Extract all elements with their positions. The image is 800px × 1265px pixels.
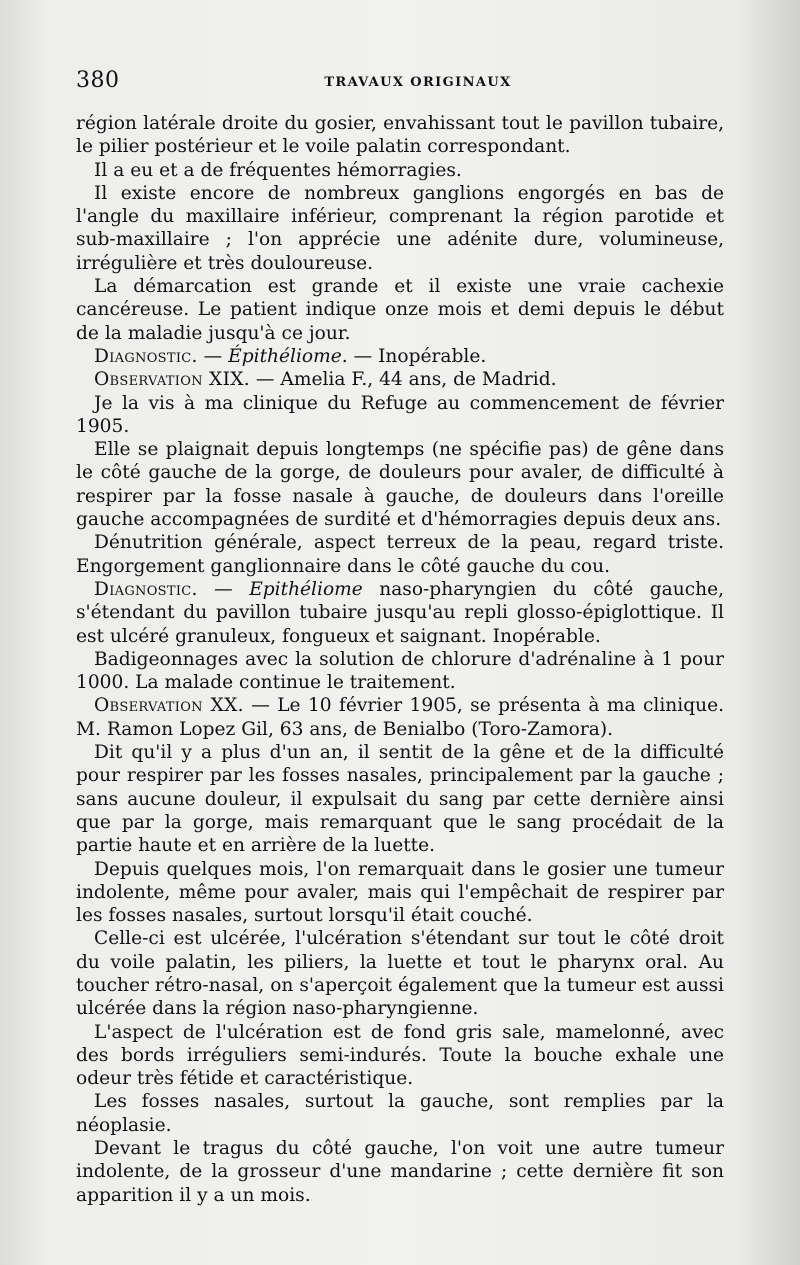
observation-heading [76,694,724,741]
running-title: TRAVAUX ORIGINAUX [324,75,512,90]
diagnostic-label: Diagnostic. [94,578,198,600]
diagnostic-label: Diagnostic. [94,345,198,367]
paragraph: Il a eu et a de fréquentes hémorragies. [94,159,462,181]
paragraph: Il existe encore de nombreux ganglions engorgés en bas de l'angle du maxillaire inférieur, comprenant la région parotide et sub-maxillaire ; l'on apprécie une adénite dure, volumineuse, irrégulière et très douloureuse. [76,182,724,274]
diagnosis-rest: — Inopérable. [347,345,487,367]
page-number: 380 [76,68,120,93]
paragraph: région latérale droite du gosier, envahissant tout le pavillon tubaire, le pilier postérieur et le voile palatin correspondant. [76,113,724,158]
paragraph: Dit qu'il y a plus d'un an, il sentit de la gêne et de la difficulté pour respirer par les fosses nasales, principalement par la gauche ; sans aucune douleur, il expulsait du sang par cette dernière ainsi que par la gorge, mais remarquant que le sang procédait de la partie haute et en arrière de la luette. [76,742,724,857]
diagnostic-paragraph [76,578,724,648]
observation-rest: — Le 10 février 1905, se présenta à ma clinique. M. Ramon Lopez Gil, 63 ans, de Benialbo (Toro-Zamora). [76,695,724,740]
paragraph: L'aspect de l'ulcération est de fond gris sale, mamelonné, avec des bords irréguliers semi-indurés. Toute la bouche exhale une odeur très fétide et caractéristique. [76,1021,724,1090]
diagnostic-paragraph [76,345,724,368]
paragraph: Dénutrition générale, aspect terreux de la peau, regard triste. Engorgement ganglionnaire dans le côté gauche du cou. [76,532,724,577]
observation-label: Observation XX. [94,695,244,717]
body-text [76,112,724,1207]
observation-rest: — Amelia F., 44 ans, de Madrid. [249,369,557,391]
paragraph: Elle se plaignait depuis longtemps (ne spécifie pas) de gêne dans le côté gauche de la gorge, de douleurs pour avaler, de difficulté à respirer par la fosse nasale à gauche, de douleurs dans l'oreille gauche accompagnées de surdité et d'hémorragies depuis deux ans. [76,439,724,531]
paragraph: Badigeonnages avec la solution de chlorure d'adrénaline à 1 pour 1000. La malade continue le traitement. [76,648,724,694]
diagnosis-term: Epithéliome [249,578,363,600]
separator: — [197,578,250,600]
paragraph: Celle-ci est ulcérée, l'ulcération s'étendant sur tout le côté droit du voile palatin, les piliers, la luette et tout le pharynx oral. Au toucher rétro-nasal, on s'aperçoit également que la tumeur est aussi ulcérée dans la région naso-pharyngienne. [76,928,724,1020]
page-header [76,68,720,100]
paragraph: Je la vis à ma clinique du Refuge au commencement de février 1905. [76,392,724,437]
observation-heading [76,368,724,391]
paragraph: Depuis quelques mois, l'on remarquait dans le gosier une tumeur indolente, même pour avaler, mais qui l'empêchait de respirer par les fosses nasales, surtout lorsqu'il était couché. [76,858,724,927]
diagnosis-term: Épithéliome. [228,345,348,367]
paragraph: La démarcation est grande et il existe une vraie cachexie cancéreuse. Le patient indique onze mois et demi depuis le début de la maladie jusqu'à ce jour. [76,276,724,344]
diagnosis-rest: naso-pharyngien du côté gauche, s'étendant du pavillon tubaire jusqu'au repli glosso-épiglottique. Il est ulcéré granuleux, fongueux et saignant. Inopérable. [76,578,724,647]
observation-label: Observation XIX. [94,369,250,391]
separator: — [197,345,229,367]
paragraph: Devant le tragus du côté gauche, l'on voit une autre tumeur indolente, de la grosseur d'une mandarine ; cette dernière fit son apparition il y a un mois. [76,1138,724,1206]
paragraph: Les fosses nasales, surtout la gauche, sont remplies par la néoplasie. [76,1091,724,1136]
